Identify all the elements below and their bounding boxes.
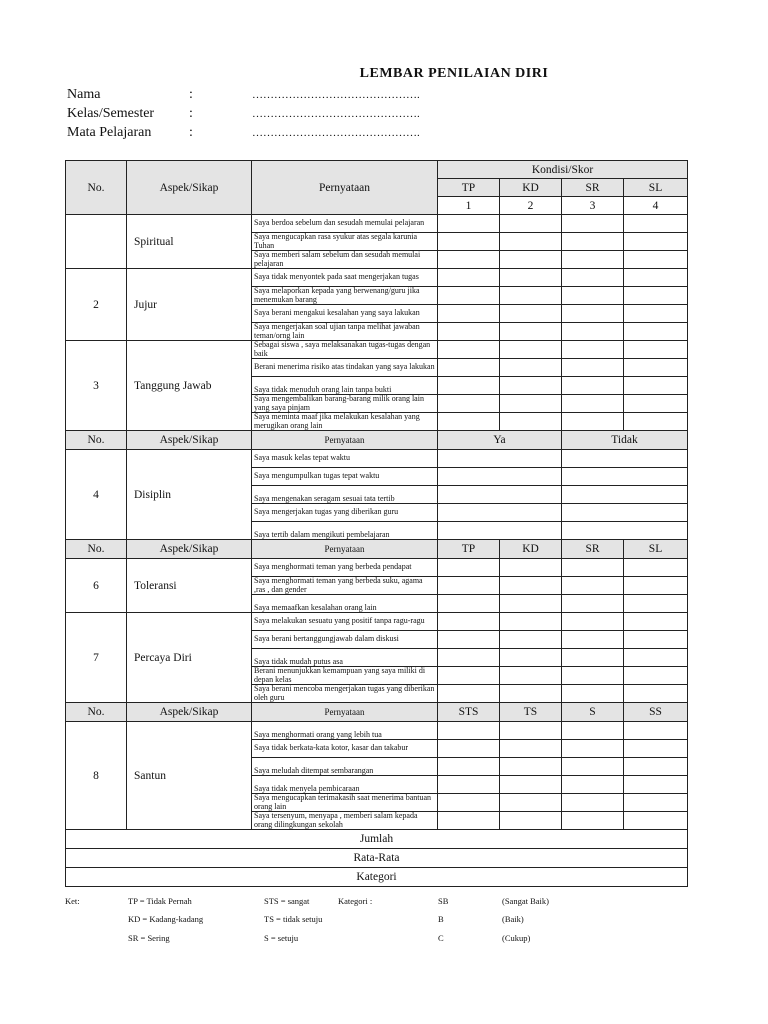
score-cell[interactable] [500, 794, 562, 812]
page-title: LEMBAR PENILAIAN DIRI [359, 66, 549, 81]
header-sts: STS [438, 703, 500, 722]
score-cell[interactable] [500, 215, 562, 233]
table-row [66, 559, 688, 577]
ket-kategori-label: Kategori : [338, 896, 373, 906]
score-cell[interactable] [500, 812, 562, 830]
statement: Saya tidak berkata-kata kotor, kasar dan takabur [252, 740, 438, 758]
header-sl: SL [624, 540, 688, 559]
statement: Saya mengucapkan rasa syukur atas segala karunia Tuhan [252, 233, 438, 251]
aspect-percaya-diri: Percaya Diri [127, 613, 252, 703]
score-cell[interactable] [562, 377, 624, 395]
header-sr: SR [562, 540, 624, 559]
ya-cell[interactable] [438, 450, 562, 468]
score-cell[interactable] [624, 233, 688, 251]
header-kondisi: Kondisi/Skor [438, 161, 688, 179]
score-cell[interactable] [438, 794, 500, 812]
statement: Saya mengerjakan soal ujian tanpa melihat jawaban teman/orng lain [252, 323, 438, 341]
header-tidak: Tidak [562, 431, 688, 450]
score-cell[interactable] [438, 323, 500, 341]
statement: Saya masuk kelas tepat waktu [252, 450, 438, 468]
header-aspek: Aspek/Sikap [127, 703, 252, 722]
ket-sr: SR = Sering [128, 933, 170, 943]
statement: Saya melaporkan kepada yang berwenang/guru jika menemukan barang [252, 287, 438, 305]
score-cell[interactable] [562, 395, 624, 413]
table-row [66, 722, 688, 740]
table-row [66, 215, 688, 233]
score-cell[interactable] [562, 359, 624, 377]
score-cell[interactable] [562, 776, 624, 794]
header-no: No. [66, 431, 127, 450]
statement: Saya mengerjakan tugas yang diberikan guru [252, 504, 438, 522]
ket-sb: SB [438, 896, 449, 906]
score-cell[interactable] [438, 233, 500, 251]
footer-jumlah: Jumlah [66, 830, 688, 849]
ket-tp: TP = Tidak Pernah [128, 896, 192, 906]
score-cell[interactable] [562, 631, 624, 649]
score-cell[interactable] [438, 667, 500, 685]
statement: Saya berani mencoba mengerjakan tugas yang diberikan oleh guru [252, 685, 438, 703]
info-label: Nama [67, 87, 101, 102]
aspect-santun: Santun [127, 722, 252, 830]
header-aspek: Aspek/Sikap [127, 431, 252, 450]
table-row [66, 613, 688, 631]
tidak-cell[interactable] [562, 468, 688, 486]
header-tp: TP [438, 540, 500, 559]
statement: Saya berani mengakui kesalahan yang saya lakukan [252, 305, 438, 323]
header-sl: SL [624, 179, 688, 197]
score-cell[interactable] [624, 613, 688, 631]
score-cell[interactable] [438, 595, 500, 613]
info-colon: : [189, 87, 193, 102]
score-cell[interactable] [562, 269, 624, 287]
row-no: 7 [66, 613, 127, 703]
score-cell[interactable] [624, 776, 688, 794]
score-cell[interactable] [438, 377, 500, 395]
score-cell[interactable] [624, 341, 688, 359]
score-cell[interactable] [562, 794, 624, 812]
score-cell[interactable] [500, 740, 562, 758]
ya-cell[interactable] [438, 486, 562, 504]
ket-label: Ket: [65, 896, 80, 906]
header-pernyataan: Pernyataan [252, 431, 438, 450]
statement: Saya tersenyum, menyapa , memberi salam kepada orang dilingkungan sekolah [252, 812, 438, 830]
score-cell[interactable] [438, 613, 500, 631]
score-cell[interactable] [438, 722, 500, 740]
statement: Saya tidak mudah putus asa [252, 649, 438, 667]
score-4: 4 [624, 197, 688, 215]
score-2: 2 [500, 197, 562, 215]
info-dots: ………………………………………. [252, 127, 420, 139]
score-cell[interactable] [438, 631, 500, 649]
score-cell[interactable] [562, 305, 624, 323]
ya-cell[interactable] [438, 504, 562, 522]
score-cell[interactable] [624, 559, 688, 577]
footer-rata-rata: Rata-Rata [66, 849, 688, 868]
header-kd: KD [500, 179, 562, 197]
score-cell[interactable] [438, 559, 500, 577]
score-cell[interactable] [500, 613, 562, 631]
header-ss: SS [624, 703, 688, 722]
statement: Saya tertib dalam mengikuti pembelajaran [252, 522, 438, 540]
score-cell[interactable] [500, 559, 562, 577]
score-cell[interactable] [500, 685, 562, 703]
score-cell[interactable] [500, 305, 562, 323]
score-cell[interactable] [562, 595, 624, 613]
score-cell[interactable] [500, 359, 562, 377]
score-cell[interactable] [624, 794, 688, 812]
row-no: 4 [66, 450, 127, 540]
score-cell[interactable] [438, 395, 500, 413]
score-1: 1 [438, 197, 500, 215]
ya-cell[interactable] [438, 522, 562, 540]
statement: Berani menunjukkan kemampuan yang saya miliki di depan kelas [252, 667, 438, 685]
score-cell[interactable] [562, 758, 624, 776]
header-tp: TP [438, 179, 500, 197]
info-dots: ………………………………………. [252, 108, 420, 120]
aspect-jujur: Jujur [127, 269, 252, 341]
score-cell[interactable] [624, 377, 688, 395]
table-row [66, 269, 688, 287]
header-sr: SR [562, 179, 624, 197]
score-cell[interactable] [500, 413, 562, 431]
header-pernyataan: Pernyataan [252, 703, 438, 722]
score-cell[interactable] [438, 215, 500, 233]
header-ya: Ya [438, 431, 562, 450]
score-cell[interactable] [500, 577, 562, 595]
score-cell[interactable] [562, 413, 624, 431]
score-cell[interactable] [500, 377, 562, 395]
statement: Saya tidak menyontek pada saat mengerjakan tugas [252, 269, 438, 287]
score-cell[interactable] [500, 667, 562, 685]
score-cell[interactable] [438, 251, 500, 269]
score-cell[interactable] [624, 413, 688, 431]
score-cell[interactable] [438, 269, 500, 287]
score-cell[interactable] [562, 577, 624, 595]
statement: Berani menerima risiko atas tindakan yang saya lakukan [252, 359, 438, 377]
statement: Saya menghormati teman yang berbeda pendapat [252, 559, 438, 577]
score-cell[interactable] [624, 359, 688, 377]
score-cell[interactable] [500, 233, 562, 251]
score-cell[interactable] [562, 215, 624, 233]
score-cell[interactable] [438, 685, 500, 703]
statement: Sebagai siswa , saya melaksanakan tugas-tugas dengan baik [252, 341, 438, 359]
score-cell[interactable] [624, 722, 688, 740]
score-cell[interactable] [562, 685, 624, 703]
score-cell[interactable] [562, 233, 624, 251]
score-cell[interactable] [562, 740, 624, 758]
assessment-table [65, 160, 688, 887]
score-cell[interactable] [624, 595, 688, 613]
header-pernyataan: Pernyataan [252, 161, 438, 215]
score-cell[interactable] [500, 776, 562, 794]
statement: Saya tidak menuduh orang lain tanpa bukti [252, 377, 438, 395]
header-no: No. [66, 161, 127, 215]
table-row [66, 450, 688, 468]
tidak-cell[interactable] [562, 486, 688, 504]
ya-cell[interactable] [438, 468, 562, 486]
statement: Saya mengembalikan barang-barang milik orang lain yang saya pinjam [252, 395, 438, 413]
score-cell[interactable] [624, 758, 688, 776]
statement: Saya berani bertanggungjawab dalam diskusi [252, 631, 438, 649]
info-label: Kelas/Semester [67, 106, 155, 121]
ket-c: C [438, 933, 444, 943]
tidak-cell[interactable] [562, 504, 688, 522]
statement: Saya mengucapkan terimakasih saat menerima bantuan orang lain [252, 794, 438, 812]
statement: Saya menghormati teman yang berbeda suku, agama ,ras , dan gender [252, 577, 438, 595]
statement: Saya mengumpulkan tugas tepat waktu [252, 468, 438, 486]
header-pernyataan: Pernyataan [252, 540, 438, 559]
score-cell[interactable] [500, 631, 562, 649]
table-row [66, 341, 688, 359]
score-cell[interactable] [562, 722, 624, 740]
info-colon: : [189, 125, 193, 140]
score-cell[interactable] [438, 776, 500, 794]
tidak-cell[interactable] [562, 522, 688, 540]
score-cell[interactable] [562, 667, 624, 685]
score-cell[interactable] [562, 251, 624, 269]
score-cell[interactable] [624, 395, 688, 413]
score-cell[interactable] [500, 323, 562, 341]
score-cell[interactable] [500, 649, 562, 667]
row-no: 3 [66, 341, 127, 431]
aspect-spiritual: Spiritual [127, 215, 252, 269]
ket-ts: TS = tidak setuju [264, 914, 323, 924]
aspect-disiplin: Disiplin [127, 450, 252, 540]
info-label: Mata Pelajaran [67, 125, 152, 140]
score-cell[interactable] [500, 251, 562, 269]
score-cell[interactable] [562, 287, 624, 305]
score-cell[interactable] [562, 559, 624, 577]
score-cell[interactable] [624, 251, 688, 269]
statement: Saya meludah ditempat sembarangan [252, 758, 438, 776]
header-kd: KD [500, 540, 562, 559]
score-cell[interactable] [500, 758, 562, 776]
score-cell[interactable] [438, 287, 500, 305]
ket-sangat-baik: (Sangat Baik) [502, 896, 549, 906]
score-cell[interactable] [438, 413, 500, 431]
score-cell[interactable] [624, 631, 688, 649]
ket-b: B [438, 914, 444, 924]
row-no [66, 215, 127, 269]
info-colon: : [189, 106, 193, 121]
score-cell[interactable] [624, 305, 688, 323]
header-aspek: Aspek/Sikap [127, 161, 252, 215]
score-cell[interactable] [438, 359, 500, 377]
score-cell[interactable] [438, 740, 500, 758]
score-cell[interactable] [438, 649, 500, 667]
score-cell[interactable] [438, 341, 500, 359]
statement: Saya memberi salam sebelum dan sesudah memulai pelajaran [252, 251, 438, 269]
ket-sts: STS = sangat [264, 896, 310, 906]
score-cell[interactable] [500, 595, 562, 613]
score-cell[interactable] [562, 323, 624, 341]
score-cell[interactable] [500, 287, 562, 305]
score-cell[interactable] [562, 649, 624, 667]
score-cell[interactable] [438, 758, 500, 776]
ket-s: S = setuju [264, 933, 299, 943]
score-cell[interactable] [624, 577, 688, 595]
score-cell[interactable] [562, 341, 624, 359]
ket-kd: KD = Kadang-kadang [128, 914, 204, 924]
header-no: No. [66, 703, 127, 722]
score-cell[interactable] [500, 341, 562, 359]
ket-baik: (Baik) [502, 914, 524, 924]
statement: Saya berdoa sebelum dan sesudah memulai pelajaran [252, 215, 438, 233]
aspect-tanggung-jawab: Tanggung Jawab [127, 341, 252, 431]
score-cell[interactable] [624, 812, 688, 830]
score-cell[interactable] [562, 613, 624, 631]
score-cell[interactable] [500, 395, 562, 413]
score-cell[interactable] [624, 215, 688, 233]
statement: Saya melakukan sesuatu yang positif tanpa ragu-ragu [252, 613, 438, 631]
info-dots: ………………………………………. [252, 89, 420, 101]
score-cell[interactable] [624, 287, 688, 305]
score-cell[interactable] [438, 812, 500, 830]
score-cell[interactable] [624, 323, 688, 341]
row-no: 2 [66, 269, 127, 341]
score-cell[interactable] [624, 667, 688, 685]
footer-kategori: Kategori [66, 868, 688, 887]
statement: Saya mengenakan seragam sesuai tata tertib [252, 486, 438, 504]
statement: Saya tidak menyela pembicaraan [252, 776, 438, 794]
score-cell[interactable] [438, 305, 500, 323]
score-cell[interactable] [562, 812, 624, 830]
header-ts: TS [500, 703, 562, 722]
statement: Saya memaafkan kesalahan orang lain [252, 595, 438, 613]
score-cell[interactable] [438, 577, 500, 595]
header-s: S [562, 703, 624, 722]
statement: Saya menghormati orang yang lebih tua [252, 722, 438, 740]
statement: Saya meminta maaf jika melakukan kesalahan yang merugikan orang lain [252, 413, 438, 431]
score-3: 3 [562, 197, 624, 215]
ket-cukup: (Cukup) [502, 933, 531, 943]
aspect-toleransi: Toleransi [127, 559, 252, 613]
header-no: No. [66, 540, 127, 559]
score-cell[interactable] [500, 269, 562, 287]
row-no: 8 [66, 722, 127, 830]
row-no: 6 [66, 559, 127, 613]
score-cell[interactable] [624, 269, 688, 287]
score-cell[interactable] [624, 740, 688, 758]
score-cell[interactable] [624, 649, 688, 667]
score-cell[interactable] [500, 722, 562, 740]
score-cell[interactable] [624, 685, 688, 703]
tidak-cell[interactable] [562, 450, 688, 468]
header-aspek: Aspek/Sikap [127, 540, 252, 559]
